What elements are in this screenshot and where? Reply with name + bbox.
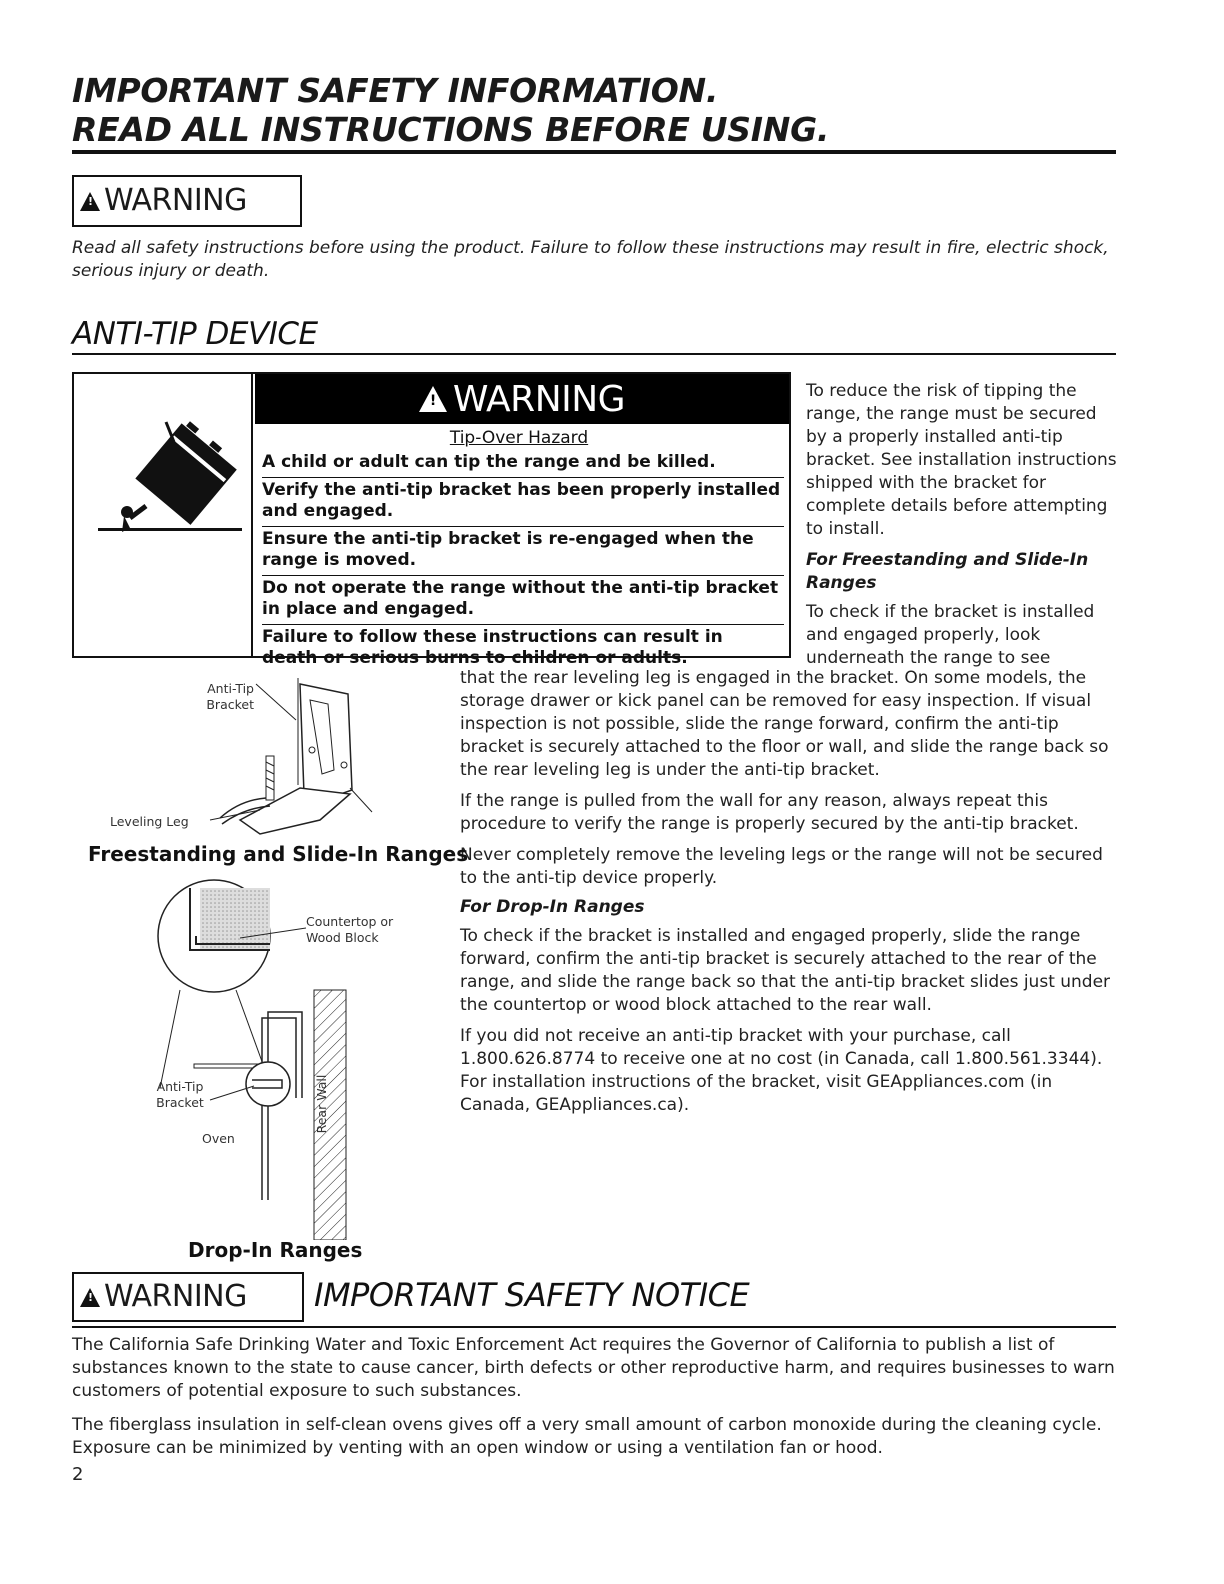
notice-title: IMPORTANT SAFETY NOTICE xyxy=(314,1276,750,1314)
hazard-line: A child or adult can tip the range and be killed. xyxy=(262,452,784,478)
freestanding-heading: For Freestanding and Slide-In Ranges xyxy=(806,550,1089,593)
notice-rule xyxy=(72,1326,1116,1328)
header-rule xyxy=(72,150,1116,154)
notice-warning-label: WARNING xyxy=(104,1279,247,1314)
warning-triangle-icon: ! xyxy=(419,386,447,412)
hazard-line: Verify the anti-tip bracket has been properly installed and engaged. xyxy=(262,480,784,527)
receive-text: If you did not receive an anti-tip bracket with your purchase, call 1.800.626.8774 to receive one at no cost (in Canada, call 1.800.561.3344). For installation instructions of the bracket, visit GEAppliances.com (in Canada, GEAppliances.ca). xyxy=(460,1026,1103,1115)
general-warning-label: WARNING xyxy=(104,183,247,218)
hazard-lines xyxy=(262,452,784,669)
notice-warning-box xyxy=(72,1272,304,1322)
bracket-illustration xyxy=(200,670,400,840)
fig1-leg-label: Leveling Leg xyxy=(110,814,189,829)
fig2-oven-label: Oven xyxy=(202,1131,235,1146)
general-warning-box xyxy=(72,175,302,227)
hazard-title: Tip-Over Hazard xyxy=(449,428,589,448)
fig2-title: Drop-In Ranges xyxy=(188,1238,363,1262)
anti-tip-right-column xyxy=(806,380,1122,670)
fig1-bracket-label: Anti-Tip Bracket xyxy=(206,681,254,712)
fig1-title: Freestanding and Slide-In Ranges xyxy=(88,842,469,866)
header-line-2: READ ALL INSTRUCTIONS BEFORE USING. xyxy=(72,110,830,149)
dropin-text: To check if the bracket is installed and engaged properly, slide the range forward, confirm the anti-tip bracket is securely attached to the rear of the range, and slide the range back so that the anti-tip bracket slides just under the countertop or wood block attached to the rear wall. xyxy=(460,926,1111,1015)
hazard-line: Ensure the anti-tip bracket is re-engaged when the range is moved. xyxy=(262,529,784,576)
anti-tip-intro: To reduce the risk of tipping the range, the range must be secured by a properly installed anti-tip bracket. See installation instructions shipped with the bracket for complete details before attempting to install. xyxy=(806,381,1117,539)
pulled-text: If the range is pulled from the wall for any reason, always repeat this procedure to verify the range is properly secured by the anti-tip bracket. xyxy=(460,791,1079,834)
anti-tip-main-column xyxy=(460,667,1122,1117)
warning-triangle-icon: ! xyxy=(80,1288,100,1307)
freestanding-text-cont: that the rear leveling leg is engaged in the bracket. On some models, the storage drawer or kick panel can be removed for easy inspection. If visual inspection is not possible, slide the range forward, confirm the anti-tip bracket is securely attached to the floor or wall, and slide the range back so the rear leveling leg is under the anti-tip bracket. xyxy=(460,668,1109,780)
notice-paragraph-1: The California Safe Drinking Water and Toxic Enforcement Act requires the Governor of California to publish a list of substances known to the state to cause cancer, birth defects or other reproductive harm, and requires businesses to warn customers of potential exposure to such substances. xyxy=(72,1335,1115,1401)
fig2-bracket-label: Anti-Tip Bracket xyxy=(156,1079,204,1110)
warning-box-divider xyxy=(251,372,253,658)
tip-over-warning-banner xyxy=(255,374,789,424)
warning-triangle-icon: ! xyxy=(80,192,100,211)
fig2-wall-label: Rear Wall xyxy=(314,1074,329,1134)
page-number: 2 xyxy=(72,1464,84,1485)
fig2-counter-label: Countertop or Wood Block xyxy=(306,914,394,945)
anti-tip-title: ANTI-TIP DEVICE xyxy=(72,316,318,352)
hazard-line: Failure to follow these instructions can result in death or serious burns to children or adults. xyxy=(262,627,723,668)
header-line-1: IMPORTANT SAFETY INFORMATION. xyxy=(72,71,719,110)
tip-over-warning-label: WARNING xyxy=(452,378,626,420)
general-warning-text: Read all safety instructions before using the product. Failure to follow these instructions may result in fire, electric shock, serious injury or death. xyxy=(72,238,1109,281)
notice-paragraph-2: The fiberglass insulation in self-clean ovens gives off a very small amount of carbon monoxide during the cleaning cycle. Exposure can be minimized by venting with an open window or using a ventilation fan or hood. xyxy=(72,1415,1102,1458)
hazard-line: Do not operate the range without the anti-tip bracket in place and engaged. xyxy=(262,578,784,625)
anti-tip-rule xyxy=(72,353,1116,355)
dropin-heading: For Drop-In Ranges xyxy=(460,897,645,917)
tip-over-illustration xyxy=(94,420,244,535)
never-text: Never completely remove the leveling legs or the range will not be secured to the anti-tip device properly. xyxy=(460,845,1103,888)
freestanding-text-start: To check if the bracket is installed and engaged properly, look underneath the range to see xyxy=(806,602,1095,668)
